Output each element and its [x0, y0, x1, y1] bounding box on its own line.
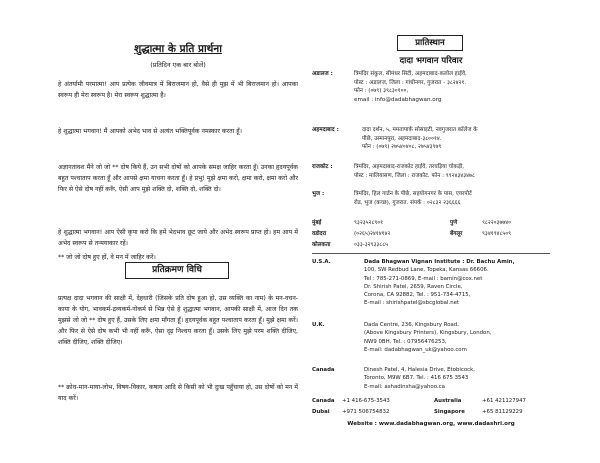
address-line: पोस्ट : अडालज, जिला : गांधीनगर, गुजरात - ३८२४२१.	[354, 79, 467, 86]
country-label: Australia	[434, 398, 462, 404]
address-label: भुज :	[312, 191, 325, 197]
city-phone-row	[312, 240, 550, 249]
address-entry	[312, 126, 550, 153]
country-phone: +65 81129229	[482, 409, 523, 415]
right-column	[312, 0, 550, 463]
city-label: कोलकता	[312, 242, 331, 248]
prayer-paragraph: हे अंतर्यामी परमात्मा! आप प्रत्येक जीवमात्र में बिराजमान हो, वैसे ही मुझ में भी बिराजमान हो। आपका स्वरूप ही मेरा स्वरूप है। मेरा स्वरूप शुद्धात्मा है।	[58, 81, 298, 99]
foreign-address-entry	[312, 321, 550, 356]
website-link[interactable]: Website : www.dadabhagwan.org, www.dadashri.org	[347, 421, 515, 427]
address-line: रोड, भुज (कच्छ), गुजरात. संपर्क : ०२८३२ २३६६६६	[354, 199, 461, 206]
country-label: U.K.	[312, 322, 325, 328]
address-entry	[312, 190, 550, 208]
prayer-paragraph: अज्ञानतावश मैंने जो जो ** दोष किये हैं, उन सभी दोषों को आपके समक्ष जाहिर करता हूँ। उनका हृदयपूर्वक बहुत पश्चाताप करता हूँ और आपसे क्षमा याचना करता हूँ। हे प्रभु! मुझे क्षमा करो, क्षमा करो, क्षमा करो और फिर से ऐसे दोष नहीं करूँ, ऐसी आप मुझे शक्ति दो, शक्ति दो, शक्ति दो।	[58, 164, 298, 193]
address-line: Corona, CA 92882, Tel. : 951-734-4715,	[364, 292, 471, 299]
city-label: पुणे	[450, 220, 458, 226]
country-label: Canada	[312, 398, 335, 404]
address-line: NW9 0BH. Tel. : 07956476253,	[364, 338, 447, 345]
country-phone: +971 506754832	[342, 409, 390, 415]
pratikraman-paragraph: प्रत्यक्ष दादा भगवान की साक्षी में, देहधारी (जिसके प्रति दोष हुआ हो, उस व्यक्ति का नाम) के मन-वचन-काया के योग, भावकर्म-द्रव्यकर्म-नोकर्म से भिन्न ऐसे हे शुद्धात्मा भगवान, आपकी साक्षी में, आज दिन तक मुझसे जो जो ** दोष हुए हैं, उसके लिए क्षमा माँगता हूँ। हृदयपूर्वक बहुत पश्चाताप करता हूँ। मुझे क्षमा करें। और फिर से ऐसे दोष कभी भी नहीं करूँ, ऐसा दृढ़ निश्चय करता हूँ। उसके लिए मुझे परम शक्ति दीजिए, शक्ति दीजिए, शक्ति दीजिए।	[58, 295, 298, 346]
address-line: Dinesh Patel, 4, Halesia Drive, Etobicock,	[364, 367, 475, 373]
city-label: मुंबई	[312, 220, 322, 226]
org-title: दादा भगवान परिवार	[399, 56, 463, 66]
contacts-title: प्रातिस्थान	[415, 38, 445, 48]
address-entry	[312, 70, 550, 106]
intl-phone-row	[312, 409, 550, 418]
city-phone-row	[312, 229, 550, 238]
divider	[312, 253, 550, 254]
address-line: Dr. Shirish Patel, 2659, Raven Circle,	[364, 283, 463, 290]
prayer-subtitle: (प्रतिदिन एक बार बोलें)	[150, 61, 206, 69]
address-line: (Above Kingsbury Printers), Kingsbury, London,	[364, 330, 492, 337]
country-phone: +1 416-675-3543	[342, 398, 390, 404]
prayer-paragraph: हे शुद्धात्मा भगवान! आप ऐसी कृपा करो कि हमें भेदभाव छूट जाये और अभेद स्वरूप प्राप्त हो। हम आप में अभेद स्वरूप से तन्मयाकार रहें।	[58, 229, 298, 247]
city-phone: (०२६५)२४१४१४२	[354, 231, 391, 237]
address-label: अडालज :	[312, 71, 333, 77]
country-phone: +61 421127947	[482, 398, 526, 404]
address-line: Tel : 785-271-0869, E-mail : bamin@cox.net	[364, 275, 483, 282]
prayer-footnote: ** जो जो दोष हुए हों, वे मन में जाहिर करें।	[58, 254, 156, 261]
address-line: त्रिमंदिर संकुल, सीमंधर सिटी, अहमदाबाद-कलोल हाईवे,	[354, 71, 467, 77]
city-label: बेंगलूर	[450, 231, 463, 237]
pratikraman-title: प्रतिक्रमण विधि	[152, 265, 202, 275]
address-line: दादा दर्शन, ५, ममतापार्क सोसाइटी, नवगुजरात कॉलेज के	[362, 127, 478, 133]
address-label: अहमदाबाद :	[312, 127, 339, 133]
address-line: Dada Bhagwan Vignan Institute : Dr. Bachu Amin,	[364, 259, 515, 265]
city-phone-row	[312, 218, 550, 227]
address-line: फोन : (०७९) २७५४०४०८, २७५४३९७९	[362, 144, 442, 151]
address-line: 100, SW Redbud Lane, Topeka, Kansas 66606.	[364, 267, 489, 274]
intl-phone-row	[312, 398, 550, 407]
country-label: Singapore	[434, 409, 465, 415]
email-link[interactable]: email : info@dadabhagwan.org	[354, 96, 442, 103]
country-label: Canada	[312, 367, 335, 373]
email-link[interactable]: E-mail : shirishpatel@sbcglobal.net	[364, 300, 460, 307]
country-label: Dubai	[312, 409, 330, 415]
email-link[interactable]: E-mail: ashadinsha@yahoo.ca	[364, 383, 445, 390]
prayer-title: शुद्धात्मा के प्रति प्रार्थना	[134, 43, 222, 55]
address-line: त्रिमंदिर, अहमदाबाद-राजकोट हाईवे, तरघड़िया चोकड़ी,	[354, 164, 465, 170]
country-label: U.S.A.	[312, 259, 331, 265]
left-column	[58, 0, 298, 463]
address-entry	[312, 163, 550, 181]
pratikraman-footnote: ** क्रोध-मान-माया-लोभ, विषय-विकार, कषाय आदि से किसी को भी दुःख पहुँचाया हो, उस दोषों को मन में याद करें।	[58, 384, 298, 402]
city-phone: ९८२२०३७७४०	[482, 220, 512, 226]
email-link[interactable]: E-mail: dadabhagwan_uk@yahoo.com	[364, 346, 467, 353]
address-line: Toronto, M9W 6B7. Tel. : 416 675 3543	[364, 375, 469, 382]
address-label: राजकोट :	[312, 164, 333, 170]
city-label: वडोदरा	[312, 231, 327, 237]
address-line: पीछे, उस्मानपुरा, अहमदाबाद-३८००१४.	[362, 135, 442, 142]
city-phone: ९३२३५२८९०१	[354, 220, 384, 226]
city-phone: ०३३-३२९३३८८५	[354, 242, 389, 248]
address-line: पोस्ट : मालियासण, जिला : राजकोट. फोन : ९९२४३४३४७८	[354, 172, 475, 179]
foreign-address-entry	[312, 366, 550, 392]
foreign-address-entry	[312, 258, 550, 310]
city-phone: ९३४१९४८५०९	[482, 231, 512, 237]
address-line: Dada Centre, 236, Kingsbury Road,	[364, 322, 459, 328]
contacts-title-box	[397, 35, 463, 51]
section-title-box	[125, 262, 229, 279]
prayer-paragraph: हे शुद्धात्मा भगवान! मैं आपको अभेद भाव से अत्यंत भक्तिपूर्वक नमस्कार करता हूँ।	[58, 128, 242, 135]
address-line: फोन : (०७९) ३९८३०१००,	[354, 88, 409, 95]
address-line: त्रिमंदिर, हिल गार्डन के पीछे, सहयोगनगर के पास, एयरपोर्ट	[354, 191, 472, 197]
